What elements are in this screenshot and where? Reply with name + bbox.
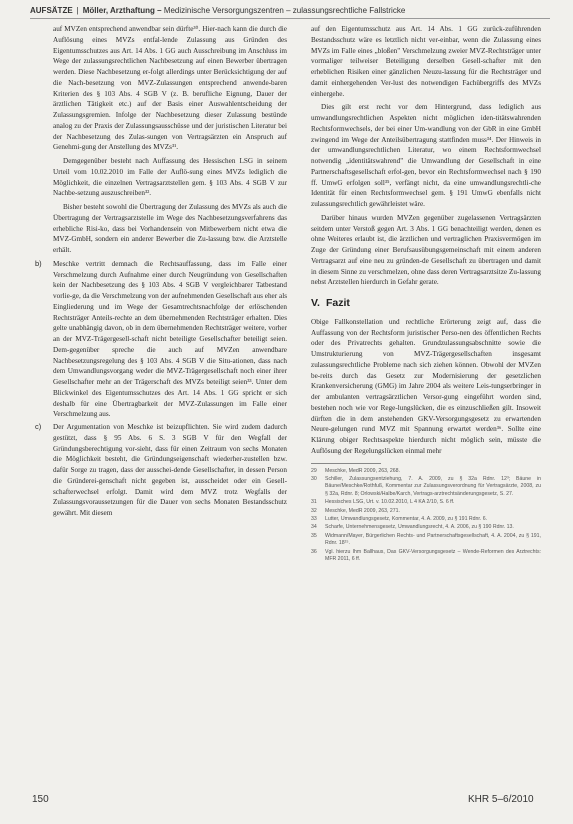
footnote-number: 34 — [311, 524, 317, 531]
footnote-text: Widmann/Mayer, Bürgerlichen Rechts- und Partnerschaftsgesellschaft, 4. A. 2004, zu § 191, Rdnr. 18¹⁵. — [325, 532, 541, 547]
list-marker: b) — [35, 258, 42, 268]
footnote-text: Hessisches LSG, Urt. v. 10.02.2010, L 4 KA 2/10, S. 6 ff. — [325, 499, 455, 506]
footnote — [311, 549, 541, 564]
left-column — [35, 24, 287, 521]
running-header: AUFSÄTZE | Möller, Arzthaftung – Medizinische Versorgungszentren – zulassungsrechtliche Fallstricke — [30, 6, 406, 15]
paragraph: Bisher besteht sowohl die Übertragung der Zulassung des MVZs als auch die Übertragung der Vertragsarztstelle im Wege des Nachbesetzungsverfahrens das erhebliche Risi-ko, dass bei Vorhandensein von Mitbewerbern nicht etwa die MVZ-GmbH, sondern ein anderer Bewerber die Zu-lassung bzw. die Arztstelle erhält. — [53, 203, 287, 254]
footnote — [311, 524, 541, 531]
footnote — [311, 533, 541, 548]
paragraph: auf den Eigentumsschutz aus Art. 14 Abs. 1 GG zurück-zuführenden Bestandsschutz wäre es letztlich nicht ver-einbar, wenn die Zulassung eines MVZs im Falle eines „bloßen" Verschmelzung zweier MVZ-Rechtsträger unter vormaliger teilweiser Beteiligung derselben Gesell-schafter mit den erheblichen Risiken einer gänzlichen Neuzu-lassung für die Rechtsträger und damit einhergehenden Ver-lust des notwendigen Fachübergriffs des MVZs einhergehe. — [311, 25, 541, 98]
paragraph: Dies gilt erst recht vor dem Hintergrund, dass lediglich aus umwandlungsrechtlichen Aspekten nicht möglichen iden-titätswahrenden Rechtsformwechsels, der bei einer Um-wandlung von der GbR in eine GmbH zwingend im Wege der Anteilsübertragung stattfinden muss³⁴. Der Hinweis in der umwandlungsrechtlichen Literatur, wo einem Rechtsformwechsel notwendig „identitätswahrend" die Umwandlung der Gesellschaft in eine Partnerschaftsgesellschaft erfol-gen, bevor ein Rechtsformwechsel nach § 190 ff. UmwG erfolgen soll³⁵, verfängt nicht, da eine umwandlungsrechtli-che Identität für einen Rechtsformwechsel gem. § 191 UmwG ebenfalls nicht zulassungsrechtlich gewährleistet wäre. — [311, 103, 541, 208]
footnote-text: Lutter, Umwandlungsgesetz, Kommentar, 4. A. 2009, zu § 191 Rdnr. 6. — [325, 515, 488, 522]
paragraph: Obige Fallkonstellation und rechtliche Erörterung zeigt auf, dass die Auffassung von der Rechtsform juristischer Perso-nen des öffentlichen Rechts oder des Privatrechts gehalten. Grundzulassungsabschnitte sowie die Umstrukturierung von MVZ-Trägergesellschaften insgesamt zulassungsrechtliche Probleme nach sich ziehen können. Obwohl der MVZen be-reits durch das Gesetz zur Modernisierung der gesetzlichen Krankenversicherung (GMG) im Jahre 2004 als weitere Leis-tungserbringer in der ambulanten vertragsärztlichen Versor-gung eingeführt worden sind, bestehen noch wie vor Rege-lungslücken, die es einzuschließen gilt. Insoweit dürften die in dem anstehenden GKV-Versorgungsgesetz zu erwartenden Neure-gelungen rund MVZ mit Spannung erwartet werden³⁶. Sollte eine Klärung obiger Rechtsaspekte hierdurch nicht möglich sein, müsste die Auflösung der Regelungslücken einmal mehr — [311, 317, 541, 455]
list-item-c — [35, 422, 287, 519]
footnote — [311, 516, 541, 523]
footnote-number: 35 — [311, 532, 317, 539]
journal-issue: KHR 5–6/2010 — [468, 794, 534, 805]
paragraph: auf MVZen entsprechend anwendbar sein dürfte³⁰. Hier-nach kann die durch die Auflösung eines MVZs entfal-lende Zulassung aus Gründen des Eigentumsschutzes aus Art. 14 Abs. 1 GG auch Ausschreibung im Anschluss im Wege der zulassungsrechtlichen Nachbesetzung auf einen Bewerber übertragen werden. Diese Nachbesetzung er-folgt allerdings unter Berücksichtigung der auf die Nach-besetzung von MVZ-Zulassungen entsprechend anwende-baren Kriterien des § 103 Abs. 4 SGB V (z. B. berufliche Eignung, Dauer der ärztlichen Tätigkeit etc.) auf der Basis einer Auswahlentscheidung der Zulassungsgremien. Infolge der Nachbesetzung dieser Zulassung bestünde analog zu der Praxis der Zulassungsausschüsse und der juristischen Literatur bei der Nachbesetzung des Zulas-sungen von Vertragsärzten ein Anspruch auf Genehmi-gung der Anstellung des MVZs³¹. — [53, 25, 287, 152]
footnote-divider — [311, 463, 381, 464]
header-topic: Medizinische Versorgungszentren – zulassungsrechtliche Fallstricke — [163, 6, 406, 15]
header-authors: Möller, Arzthaftung – — [82, 6, 162, 15]
list-marker: c) — [35, 422, 42, 431]
header-rule — [30, 18, 550, 19]
footnote-text: Meschke, MedR 2009, 263, 268. — [325, 467, 400, 474]
list-item-text: Der Argumentation von Meschke ist beizupflichten. Sie wird zudem dadurch gestützt, dass § 95 Abs. 6 S. 3 SGB V für den Wegfall der Gründungsberechtigung vor-sieht, dass für einen Zeitraum von sechs Monaten die Möglichkeit besteht, die Gründungseigenschaft wiederher-zustellen bzw. dafür Sorge zu tragen, dass der ausschei-dende Gesellschafter, in dessen Person die Gründerei-genschaft nicht gegeben ist, ausscheidet oder ein Gesell-schafterwechsel erfolgt. Damit wird dem MVZ trotz Wegfalls der Zulassungsvoraussetzungen für die Dauer von sechs Monaten Bestandsschutz gewährt. Mit diesem — [53, 423, 287, 517]
list-item-b — [35, 258, 287, 420]
footnote-number: 36 — [311, 548, 317, 555]
section-title: Fazit — [325, 297, 350, 309]
footnote — [311, 508, 541, 515]
footnote — [311, 468, 541, 475]
paragraph: Demgegenüber besteht nach Auffassung des Hessischen LSG in seinem Urteil vom 10.02.2010 im Falle der Auflö-sung eines MVZs lediglich die Möglichkeit, die einzelnen Vertragsarztstellen gem. § 103 Abs. 4 SGB V zur Nachbe-setzung auszuschreiben³². — [53, 157, 287, 198]
footnotes — [311, 468, 541, 564]
section-label: AUFSÄTZE — [30, 6, 73, 15]
footnote-number: 29 — [311, 467, 317, 474]
page-number: 150 — [32, 794, 49, 805]
footnote-number: 33 — [311, 515, 317, 522]
right-column — [311, 24, 541, 564]
footnote — [311, 476, 541, 498]
section-heading — [311, 298, 541, 309]
section-number: V. — [311, 297, 320, 309]
list-item-text: Meschke vertritt demnach die Rechtsauffassung, dass im Falle einer Verschmelzung durch Aufnahme einer durch Neugründung von Gesellschaften kein der Nachbesetzung des § 103 Abs. 4 SGB V vergleichbarer Tatbestand vorlie-ge, da die Verschmelzung von der aufnehmenden Gesellschaft aus eher als Eingliederung und im Wege der Gesamtrechtsnachfolge der erlöschenden Rechtsträger Anteils-rechte an dem übernehmenden Rechtsträger erhalten. Dies gelte unabhängig davon, ob in dem übernehmenden Rechtsträger weitere, vorher an der MVZ-Trägergesell-schaft nicht beteiligte Gesellschafter beteiligt seien. Dem-gegenüber spreche die auch auf MVZen anwendbare Nachbesetzungsregelung des § 103 Abs. 4 SGB V die Situ-ationen, dass nach dem Umwandlungsvorgang weder die MVZ-Trägergesellschaft noch einer ihrer Gesellschafter mehr an der Trägerschaft des MVZs beteiligt seien³³. Unter dem Blickwinkel des Eigentumsschutzes des Art. 14 Abs. 1 GG spricht er sich deshalb für eine Übertragbarkeit der MVZ-Zulassungen im Falle einer Verschmelzung aus. — [53, 259, 287, 419]
footnote-text: Meschke, MedR 2009, 263, 271. — [325, 507, 400, 514]
footnote-number: 31 — [311, 499, 317, 506]
footnote-text: Scharfe, Unternehmensgesetz, Umwandlungsrecht, 4. A. 2006, zu § 190 Rdnr. 13. — [325, 524, 514, 531]
footnote-number: 30 — [311, 475, 317, 482]
footnote — [311, 499, 541, 506]
footnote-text: Schiller, Zulassungsentziehung, 7. A. 2009, zu § 32a Rdnr. 12³; Bäune in Bäune/Meschke/Rothfuß, Kommentar zur Zulassungsverordnung für Vertragsärzte, 2008, zu § 32a, Rdnr. 8; Orlowski/Halbe/Karch, Vertrags-arztrechtsänderungsgesetz, S. 27. — [325, 475, 541, 497]
paragraph: Darüber hinaus wurden MVZen gegenüber zugelassenen Vertragsärzten seitdem unter Verstoß gegen Art. 3 Abs. 1 GG benachteiligt werden, denen es ohne Weiteres erlaubt ist, die ärztlichen und vertraglichen Praxisvermögen im Zuge der Gründung einer Berufsausübungsgemeinschaft mit einem anderen Vertragsarzt auf eine neu zu gründen-de Gesellschaft zu übertragen und damit in diesem Sinne zu verschmelzen, ohne dass deren Vertragsarztsitze Zu-lassung nebst Arztstellen hierdurch in Gefahr gerate. — [311, 213, 541, 287]
footnote-text: Vgl. hierzu Ihm Ballhaus, Das GKV-Versorgungsgesetz – Wende-Reformen des Arztrechts: MFR 2011, 6 ff. — [325, 548, 541, 562]
footnote-number: 32 — [311, 507, 317, 514]
